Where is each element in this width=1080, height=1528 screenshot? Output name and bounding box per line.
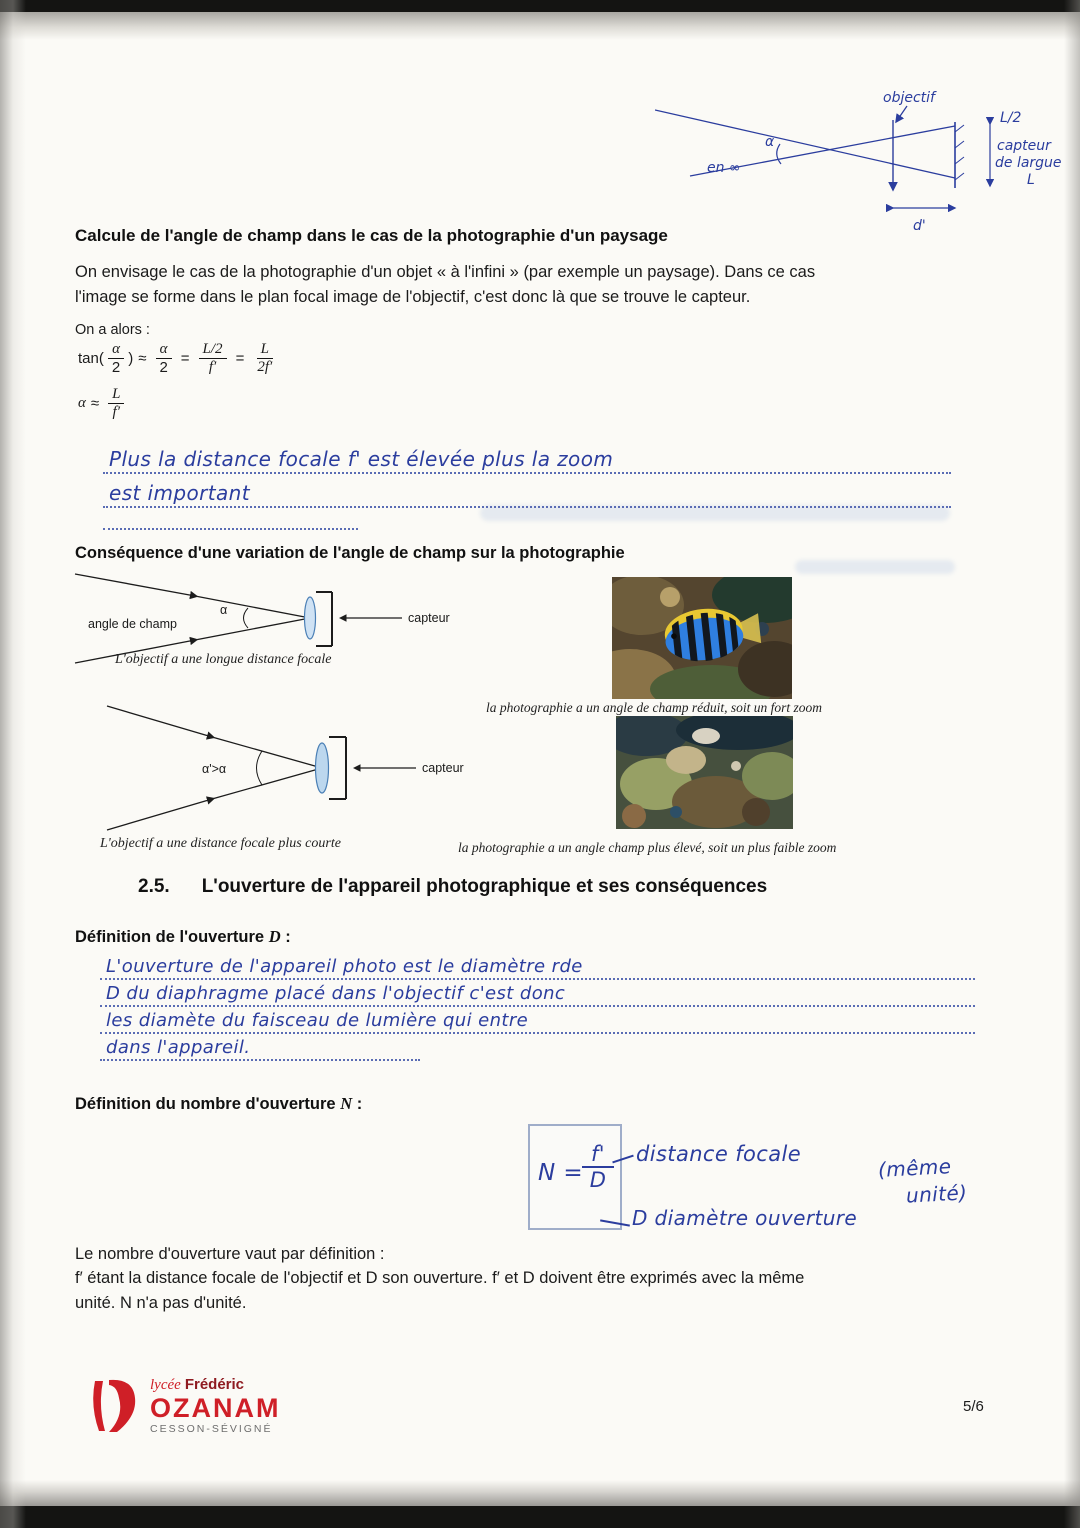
section-angle-intro bbox=[75, 260, 1040, 310]
school-logo bbox=[88, 1376, 280, 1436]
sketch-capteur-label-2: de largue bbox=[995, 155, 1062, 171]
ray-top bbox=[75, 574, 310, 618]
handwriting-line: Plus la distance focale f' est élevée plus la zoom bbox=[103, 438, 951, 474]
formula-token: α bbox=[156, 341, 172, 359]
formula-token: ≈ bbox=[138, 350, 147, 368]
formula-token: f′ bbox=[112, 404, 120, 421]
annotation-d-diametre: D diamètre ouverture bbox=[632, 1206, 858, 1230]
formula-alpha-result bbox=[78, 386, 128, 422]
angle-arc bbox=[257, 751, 263, 785]
section-angle-title: Calcule de l'angle de champ dans le cas de la photographie d'un paysage bbox=[75, 226, 668, 245]
ray-bottom bbox=[107, 768, 322, 830]
fraction-Lhalf-fprime bbox=[199, 341, 227, 377]
annotation-meme-unite-2: unité) bbox=[905, 1180, 968, 1208]
sensor-bracket bbox=[316, 592, 332, 646]
handwriting-line: est important bbox=[103, 474, 951, 508]
scan-shadow-bottom bbox=[0, 1480, 1080, 1506]
scan-smudge bbox=[795, 560, 955, 574]
ozanam-logo-icon bbox=[88, 1376, 140, 1436]
lens-shape bbox=[316, 743, 329, 793]
annotation-distance-focale: distance focale bbox=[636, 1142, 802, 1166]
formula-token: L bbox=[257, 341, 273, 359]
logo-line-lycee bbox=[150, 1376, 280, 1394]
formula-token: 2f′ bbox=[257, 359, 273, 376]
diagram-courte-focale bbox=[92, 703, 492, 833]
definition-prefix: Définition du nombre d'ouverture bbox=[75, 1095, 341, 1113]
definition-nombre-label bbox=[75, 1094, 362, 1114]
logo-city: CESSON-SÉVIGNÉ bbox=[150, 1423, 273, 1436]
logo-lycee-word: lycée bbox=[150, 1377, 181, 1393]
handwritten-definition-ouverture bbox=[100, 952, 975, 1061]
hand-sketch-lens-diagram bbox=[655, 80, 1080, 245]
formula-numerator: f' bbox=[582, 1142, 614, 1168]
handwriting-line: D du diaphragme placé dans l'objectif c'est donc bbox=[100, 980, 975, 1007]
formula-token: α bbox=[108, 341, 124, 359]
sketch-objectif-pointer bbox=[896, 106, 907, 122]
capteur-label: capteur bbox=[408, 611, 450, 625]
formula-denominator: D bbox=[589, 1168, 607, 1192]
formula-token: tan( bbox=[78, 350, 104, 368]
formula-token: L/2 bbox=[199, 341, 227, 359]
section-ouverture-heading bbox=[138, 876, 767, 898]
formula-N-equals: N = bbox=[538, 1160, 583, 1186]
formula-token: 2 bbox=[159, 359, 168, 377]
sketch-sensor-hatches bbox=[955, 125, 964, 180]
diagram-courte-caption: L'objectif a une distance focale plus courte bbox=[100, 836, 341, 851]
formula-tan-angle bbox=[78, 341, 280, 377]
section-variation-title: Conséquence d'une variation de l'angle de champ sur la photographie bbox=[75, 544, 625, 562]
formula-token: ≈ bbox=[90, 395, 100, 413]
sketch-capteur-label-1: capteur bbox=[997, 138, 1051, 154]
formula-token: = bbox=[235, 350, 245, 368]
sketch-L-half-label: L/2 bbox=[1000, 110, 1022, 126]
formula-token: 2 bbox=[111, 359, 121, 377]
fraction-alpha-2 bbox=[155, 341, 171, 377]
intro-line-2: l'image se forme dans le plan focal image de l'objectif, c'est donc là que se trouve le capteur. bbox=[75, 288, 751, 306]
handwriting-empty-line bbox=[103, 508, 358, 530]
on-a-alors-label: On a alors : bbox=[75, 322, 150, 338]
note-line-2: unité. N n'a pas d'unité. bbox=[75, 1294, 247, 1312]
formula-fprime-over-D bbox=[582, 1142, 614, 1192]
logo-text-block bbox=[150, 1376, 280, 1435]
formula-token: f′ bbox=[208, 359, 217, 376]
sketch-L-label: L bbox=[1027, 172, 1035, 188]
variable-N: N bbox=[340, 1094, 353, 1113]
scan-shadow-top bbox=[0, 12, 1080, 40]
alpha-label: α bbox=[220, 603, 228, 617]
formula-token: ) bbox=[128, 350, 134, 368]
photo-fort-zoom bbox=[612, 577, 792, 699]
scan-shadow-left bbox=[0, 0, 26, 1528]
capteur-label: capteur bbox=[422, 761, 464, 775]
handwritten-conclusion bbox=[103, 438, 951, 530]
definition-prefix: Définition de l'ouverture bbox=[75, 928, 269, 946]
logo-school-name: OZANAM bbox=[150, 1393, 281, 1423]
angle-arc bbox=[244, 608, 249, 628]
handwriting-line: les diamète du faisceau de lumière qui entre bbox=[100, 1007, 975, 1034]
lens-shape bbox=[305, 597, 316, 639]
sketch-objectif-label: objectif bbox=[883, 90, 935, 106]
annotation-meme-unite-1: (même bbox=[877, 1154, 952, 1182]
handwriting-line: dans l'appareil. bbox=[100, 1034, 420, 1061]
formula-token: L bbox=[108, 386, 124, 404]
definition-intro-text: Le nombre d'ouverture vaut par définition : bbox=[75, 1245, 385, 1263]
section-number: 2.5. bbox=[138, 876, 170, 897]
intro-line-1: On envisage le cas de la photographie d'un objet « à l'infini » (par exemple un paysage). Dans ce cas bbox=[75, 263, 816, 281]
definition-suffix: : bbox=[352, 1095, 363, 1113]
ray-top bbox=[107, 706, 322, 768]
sketch-dprime-label: d' bbox=[913, 218, 926, 234]
alpha-prime-label: α'>α bbox=[202, 762, 227, 776]
section-title: L'ouverture de l'appareil photographique et ses conséquences bbox=[201, 876, 768, 897]
scan-edge-bottom bbox=[0, 1506, 1080, 1528]
sketch-alpha-label: α bbox=[765, 134, 775, 150]
scan-edge-top bbox=[0, 0, 1080, 12]
formula-token: α bbox=[78, 395, 86, 412]
diagram-longue-caption: L'objectif a une longue distance focale bbox=[115, 652, 332, 667]
logo-frederic-word: Frédéric bbox=[184, 1376, 245, 1393]
note-line-1: f′ étant la distance focale de l'objectif et D son ouverture. f′ et D doivent être exprimés avec la même bbox=[75, 1269, 805, 1287]
photo-faible-zoom bbox=[616, 716, 793, 829]
definition-note bbox=[75, 1266, 1035, 1316]
sketch-infinity-label: en ∞ bbox=[707, 160, 741, 176]
handwriting-line: L'ouverture de l'appareil photo est le diamètre rde bbox=[100, 952, 975, 980]
angle-de-champ-label: angle de champ bbox=[88, 617, 177, 631]
definition-suffix: : bbox=[280, 928, 291, 946]
sensor-bracket bbox=[329, 737, 346, 799]
sketch-angle-arc bbox=[777, 144, 781, 164]
fraction-L-2fprime bbox=[253, 341, 276, 377]
variable-D: D bbox=[268, 927, 281, 946]
page-number: 5/6 bbox=[963, 1398, 984, 1415]
photo-fort-zoom-caption: la photographie a un angle de champ réduit, soit un fort zoom bbox=[486, 700, 822, 715]
formula-token: = bbox=[180, 350, 190, 368]
fraction-L-fprime bbox=[108, 386, 124, 422]
photo-faible-zoom-caption: la photographie a un angle champ plus élevé, soit un plus faible zoom bbox=[458, 840, 837, 855]
definition-ouverture-label bbox=[75, 927, 291, 947]
sketch-ray-top bbox=[655, 110, 955, 178]
fraction-alpha-2 bbox=[108, 341, 124, 377]
